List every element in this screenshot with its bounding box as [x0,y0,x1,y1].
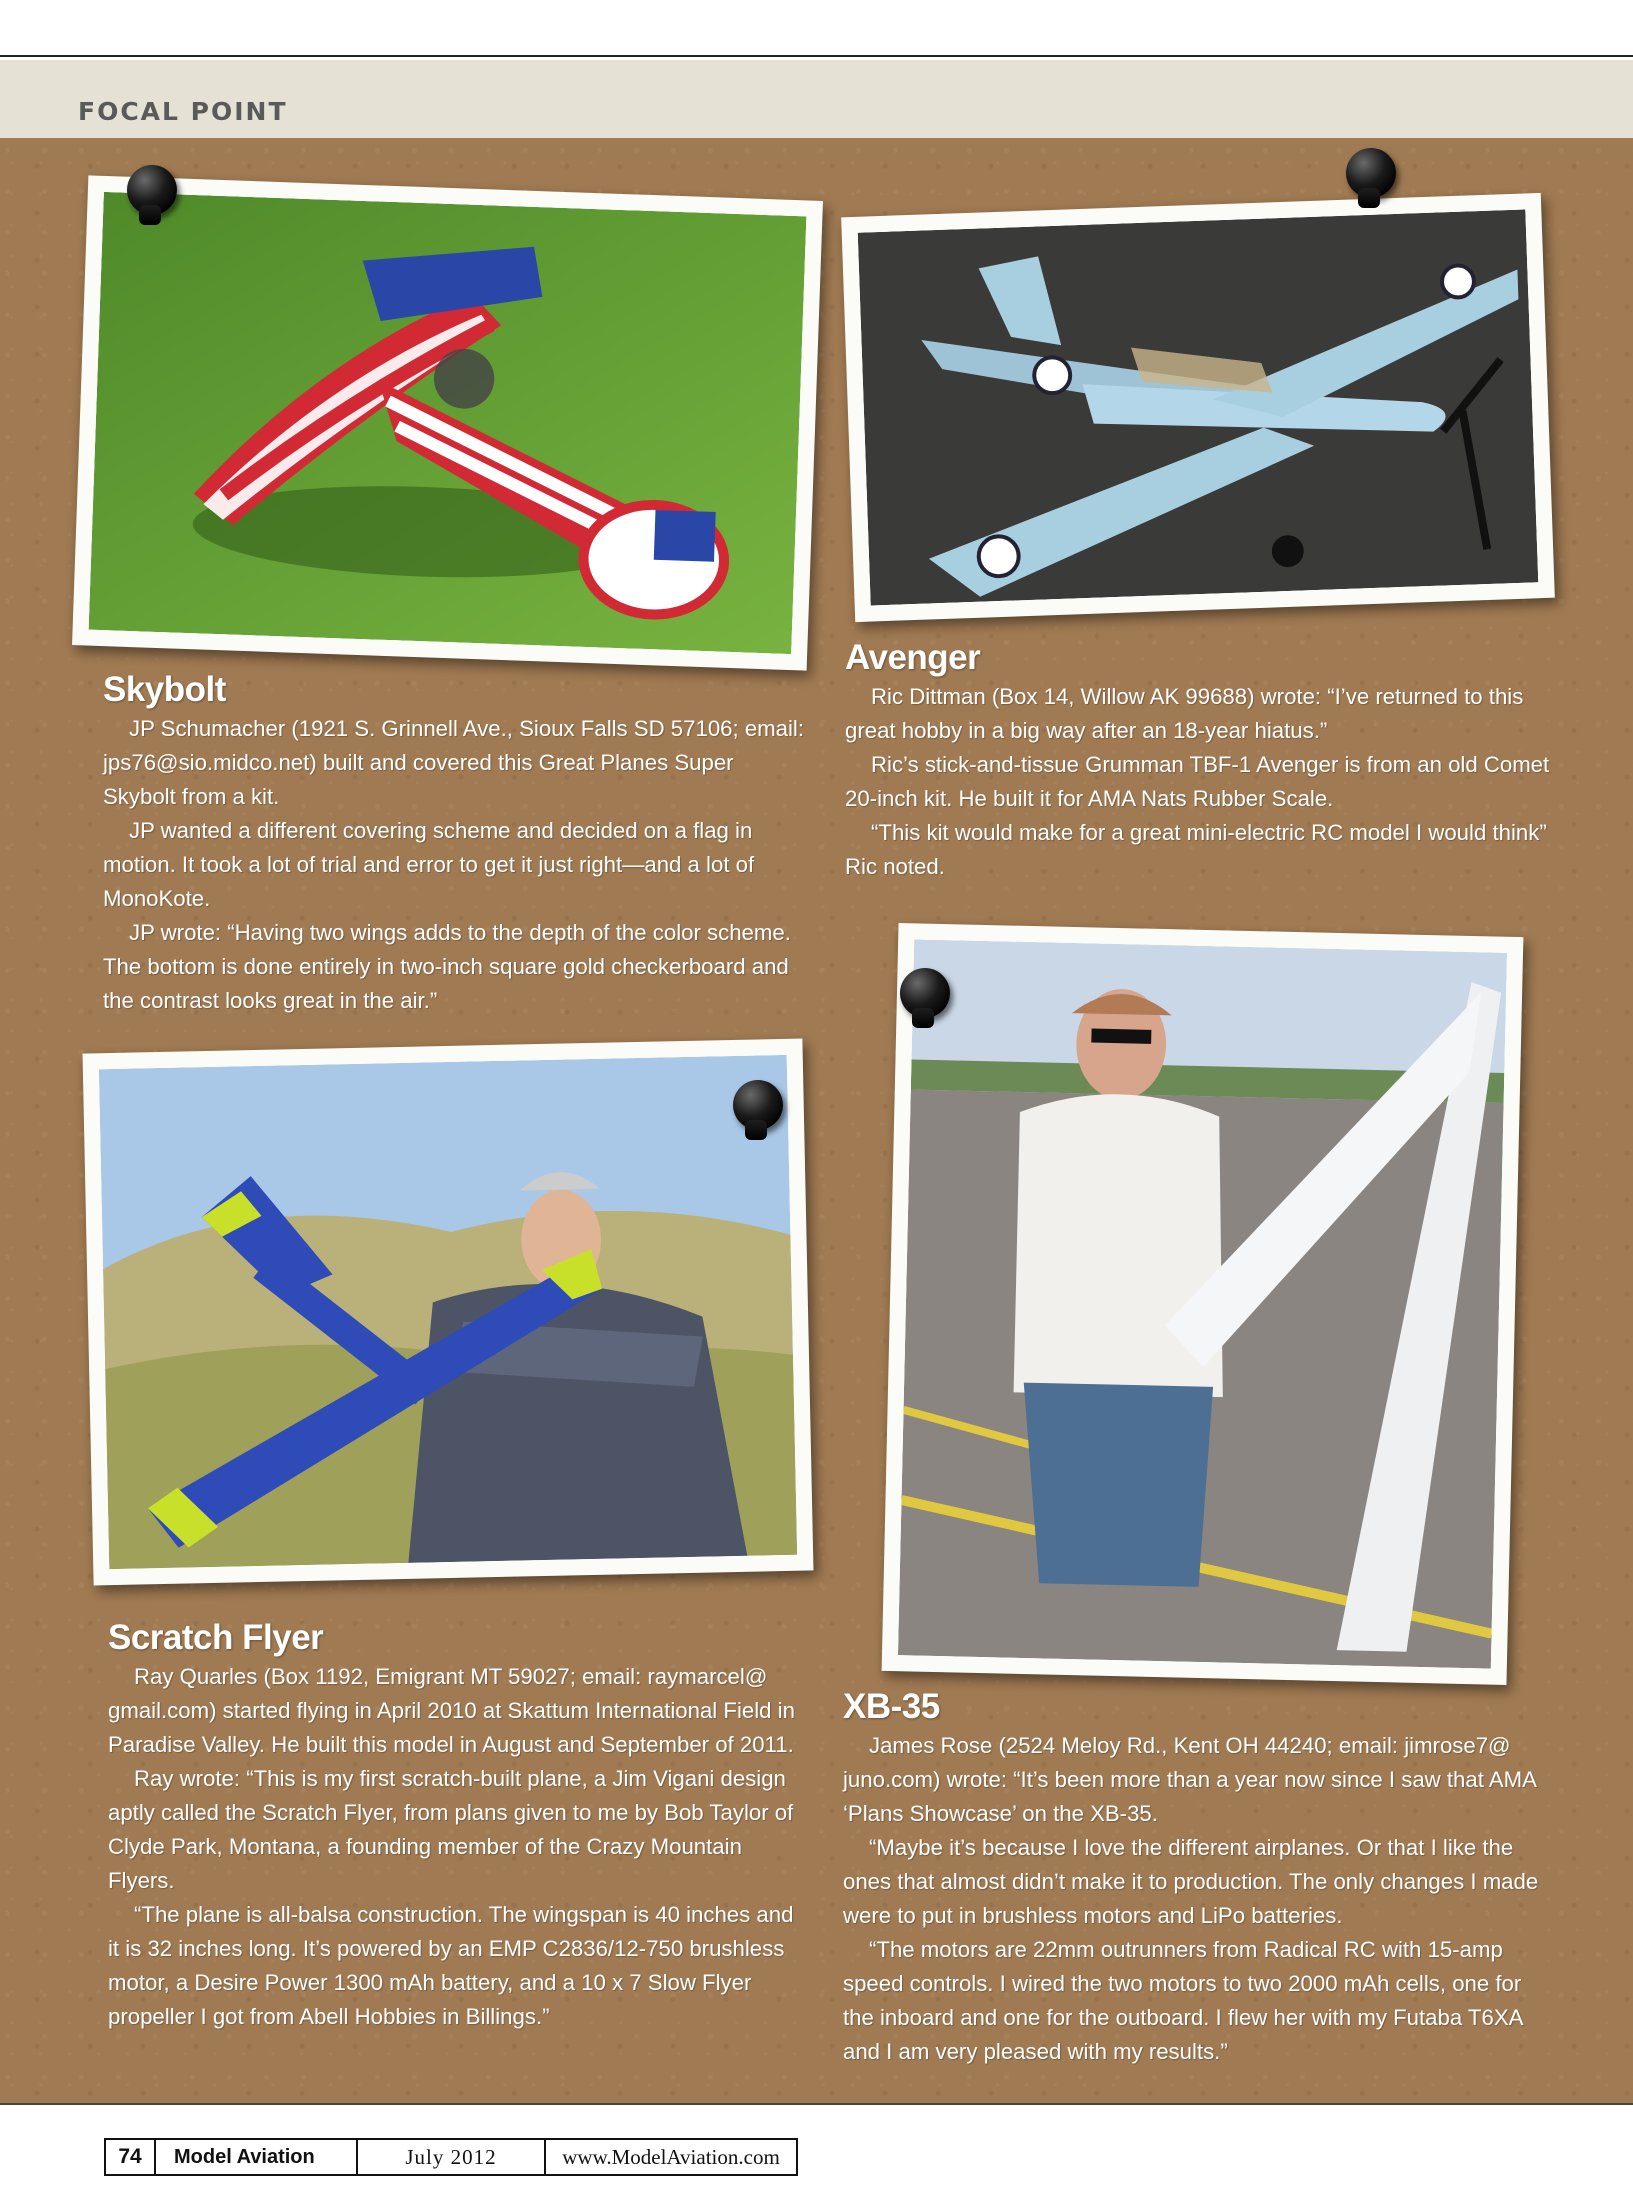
article-paragraph: Ric’s stick-and-tissue Grumman TBF-1 Avenger is from an old Comet 20-inch kit. He built it for AMA Nats Rubber Scale. [845,752,1550,811]
article-paragraph: Ray wrote: “This is my first scratch-built plane, a Jim Vigani design aptly called the Scratch Flyer, from plans given to me by Bob Taylor of Clyde Park, Montana, a founding member of the Crazy Mountain Flyers. [108,1766,794,1893]
top-rule [0,55,1633,57]
pushpin-icon [733,1080,783,1130]
photo-xb35 [882,923,1524,1685]
page-footer [104,2138,798,2176]
article-paragraph: Ric Dittman (Box 14, Willow AK 99688) wrote: “I’ve returned to this great hobby in a big way after an 18-year hiatus.” [845,684,1524,743]
article-paragraph: Ray Quarles (Box 1192, Emigrant MT 59027; email: raymarcel@ gmail.com) started flying in April 2010 at Skattum International Field in Paradise Valley. He built this model in August and September of 2011. [108,1664,795,1757]
article-paragraph: “The plane is all-balsa construction. The wingspan is 40 inches and it is 32 inches long. It’s powered by an EMP C2836/12-750 brushless motor, a Desire Power 1300 mAh battery, and a 10 x 7 Slow Flyer propeller I got from Abell Hobbies in Billings.” [108,1902,794,2029]
article-title: Avenger [845,638,981,677]
article-paragraph: “Maybe it’s because I love the different airplanes. Or that I like the ones that almost didn’t make it to production. The only changes I made were to put in brushless motors and LiPo batteries. [843,1835,1539,1928]
photo-skybolt [72,175,823,670]
page-number: 74 [106,2140,156,2174]
photo-scratch-flyer [83,1039,814,1586]
article-paragraph: JP Schumacher (1921 S. Grinnell Ave., Sioux Falls SD 57106; email: jps76@sio.midco.net) built and covered this Great Planes Super Skybolt from a kit. [103,716,805,809]
article-xb35 [843,1687,1553,2069]
xb35-image [898,939,1507,1668]
article-paragraph: “This kit would make for a great mini-electric RC model I would think” Ric noted. [845,820,1547,879]
article-skybolt [103,670,805,1018]
article-avenger [845,638,1550,884]
article-title: XB-35 [843,1687,940,1726]
issue-date: July 2012 [358,2140,546,2174]
website-link[interactable]: www.ModelAviation.com [562,2144,780,2169]
scratch-flyer-image [99,1055,797,1569]
section-label: FOCAL POINT [78,97,288,126]
article-scratch-flyer [108,1618,810,2034]
header-band [0,60,1633,138]
magazine-name: Model Aviation [156,2140,358,2174]
article-paragraph: “The motors are 22mm outrunners from Radical RC with 15-amp speed controls. I wired the two motors to two 2000 mAh cells, one for the inboard and one for the outboard. I flew her with my Futaba T6XA and I am very pleased with my results.” [843,1937,1523,2064]
article-paragraph: JP wanted a different covering scheme and decided on a flag in motion. It took a lot of trial and error to get it just right—and a lot of MonoKote. [103,818,755,911]
skybolt-image [89,192,807,654]
pushpin-icon [127,165,177,215]
avenger-image [858,209,1539,605]
photo-avenger [841,193,1555,622]
pushpin-icon [900,968,950,1018]
article-paragraph: James Rose (2524 Meloy Rd., Kent OH 44240; email: jimrose7@ juno.com) wrote: “It’s been more than a year now since I saw that AMA ‘Plans Showcase’ on the XB-35. [843,1733,1536,1826]
pushpin-icon [1346,148,1396,198]
article-title: Skybolt [103,670,226,709]
article-title: Scratch Flyer [108,1618,324,1657]
bottom-rule [0,2103,1633,2105]
article-paragraph: JP wrote: “Having two wings adds to the depth of the color scheme. The bottom is done entirely in two-inch square gold checkerboard and the contrast looks great in the air.” [103,920,791,1013]
